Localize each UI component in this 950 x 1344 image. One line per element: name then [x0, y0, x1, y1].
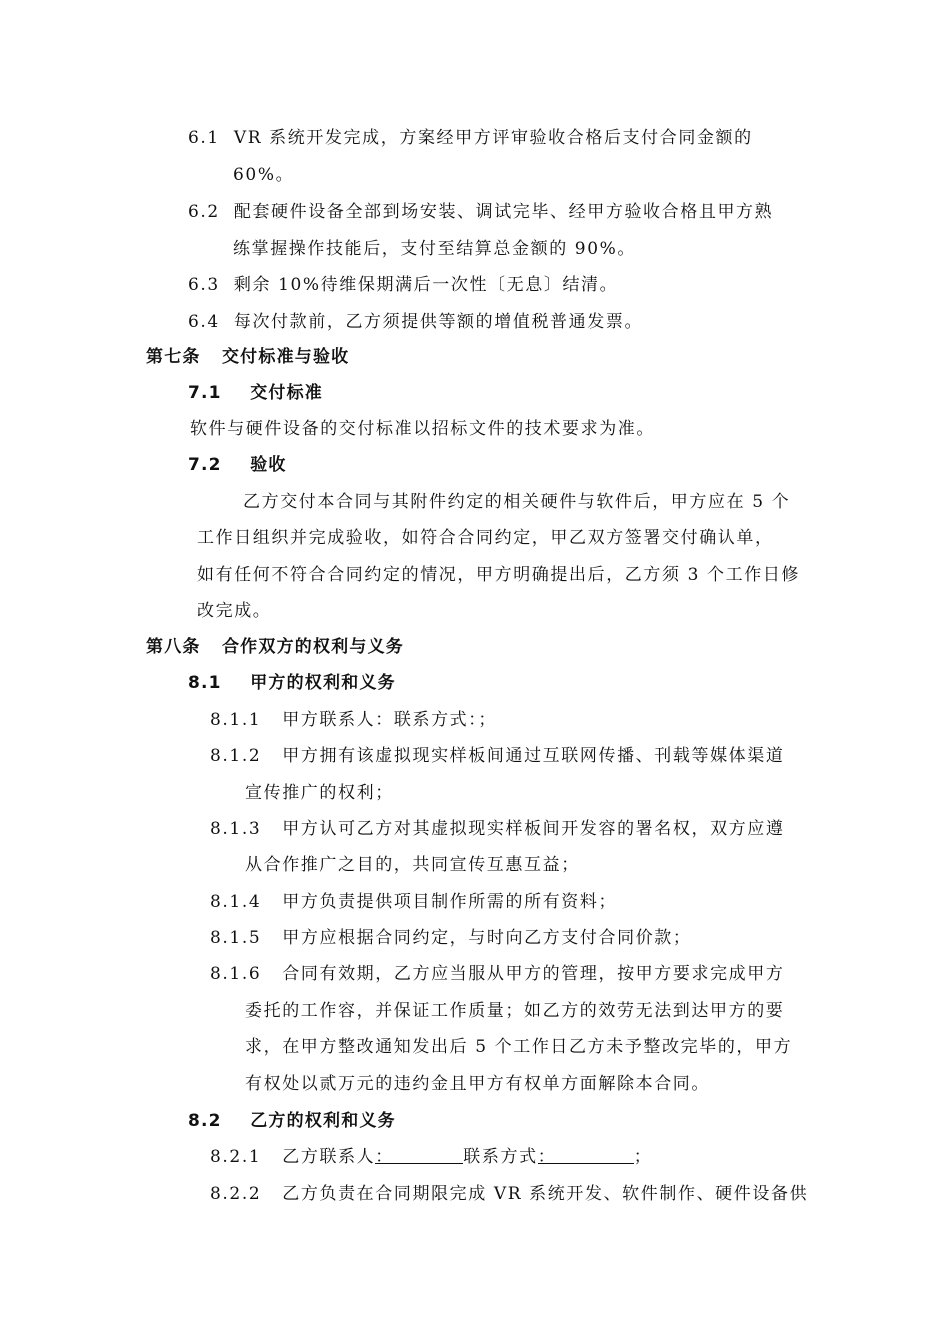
phone-label: 联系方式	[463, 1147, 538, 1167]
paragraph-text: 乙方交付本合同与其附件约定的相关硬件与软件后，甲方应在 5 个	[243, 492, 791, 512]
clause-6-3	[188, 274, 618, 296]
contact-blank: ：	[375, 1146, 463, 1164]
paragraph-text: 工作日组织并完成验收，如符合合同约定，甲乙双方签署交付确认单，	[197, 528, 774, 548]
item-8-1-1	[210, 709, 497, 731]
item-number: 8.1.6	[210, 964, 262, 984]
article-title: 合作双方的权利与义务	[221, 637, 404, 657]
paragraph-text: 如有任何不符合合同约定的情况，甲方明确提出后，乙方须 3 个工作日修	[197, 565, 801, 585]
section-7-2-line1	[243, 491, 790, 513]
phone-blank: ：	[538, 1146, 634, 1164]
section-number: 8.1	[188, 673, 222, 693]
section-7-2-line2	[197, 527, 774, 549]
item-8-2-2	[210, 1183, 808, 1205]
item-text: 合同有效期，乙方应当服从甲方的管理，按甲方要求完成甲方	[282, 964, 785, 984]
clause-text: 剩余 10%待维保期满后一次性〔无息〕结清。	[233, 275, 619, 295]
section-number: 7.2	[188, 455, 222, 475]
item-text: 甲方联系人：联系方式：；	[282, 710, 497, 730]
item-8-1-6-line1	[210, 963, 784, 985]
item-8-1-6-line4	[245, 1073, 710, 1095]
article-number: 第八条	[146, 637, 201, 657]
clause-number: 6.1	[188, 128, 220, 148]
paragraph-text: 改完成。	[197, 601, 272, 621]
clause-number: 6.2	[188, 202, 220, 222]
item-text: 甲方负责提供项目制作所需的所有资料；	[282, 892, 618, 912]
item-end: ；	[633, 1147, 653, 1167]
item-number: 8.1.2	[210, 746, 262, 766]
item-text: 甲方应根据合同约定，与时向乙方支付合同价款；	[282, 928, 692, 948]
item-text: 从合作推广之目的，共同宣传互惠互益；	[245, 855, 580, 875]
item-8-1-3-line2	[245, 854, 580, 876]
item-number: 8.1.4	[210, 892, 262, 912]
clause-6-2-line2	[233, 238, 636, 260]
clause-number: 6.3	[188, 275, 220, 295]
article-7-heading	[146, 346, 349, 368]
item-8-1-6-line3	[245, 1036, 792, 1058]
clause-6-1-line1	[188, 127, 753, 149]
clause-text: 练掌握操作技能后，支付至结算总金额的 90%。	[233, 239, 636, 259]
article-8-heading	[146, 636, 404, 658]
item-text: 委托的工作容，并保证工作质量；如乙方的效劳无法到达甲方的要	[245, 1001, 785, 1021]
section-7-1-heading	[188, 382, 323, 404]
item-8-1-6-line2	[245, 1000, 784, 1022]
paragraph-text: 软件与硬件设备的交付标准以招标文件的技术要求为准。	[190, 419, 655, 439]
clause-text: 配套硬件设备全部到场安装、调试完毕、经甲方验收合格且甲方熟	[233, 202, 774, 222]
section-7-2-heading	[188, 454, 287, 476]
item-text: 乙方负责在合同期限完成 VR 系统开发、软件制作、硬件设备供	[282, 1184, 809, 1204]
section-7-2-line4	[197, 600, 271, 622]
item-8-1-5	[210, 927, 691, 949]
clause-6-2-line1	[188, 201, 773, 223]
item-text: 宣传推广的权利；	[245, 783, 394, 803]
clause-text: 每次付款前，乙方须提供等额的增值税普通发票。	[233, 312, 644, 332]
section-number: 7.1	[188, 383, 222, 403]
article-title: 交付标准与验收	[221, 347, 350, 367]
item-8-1-2-line2	[245, 782, 394, 804]
item-number: 8.1.1	[210, 710, 262, 730]
item-number: 8.2.2	[210, 1184, 262, 1204]
clause-6-4	[188, 311, 643, 333]
section-number: 8.2	[188, 1111, 222, 1131]
section-7-2-line3	[197, 564, 800, 586]
contact-label: 乙方联系人	[282, 1147, 376, 1167]
item-text: 甲方拥有该虚拟现实样板间通过互联网传播、刊载等媒体渠道	[282, 746, 785, 766]
clause-text: VR 系统开发完成，方案经甲方评审验收合格后支付合同金额的	[233, 128, 753, 148]
item-text: 有权处以贰万元的违约金且甲方有权单方面解除本合同。	[245, 1074, 710, 1094]
item-8-1-2-line1	[210, 745, 784, 767]
section-8-2-heading	[188, 1110, 396, 1132]
section-title: 乙方的权利和义务	[250, 1111, 396, 1131]
section-title: 交付标准	[250, 383, 324, 403]
section-title: 甲方的权利和义务	[250, 673, 396, 693]
clause-text: 60%。	[233, 165, 295, 185]
clause-number: 6.4	[188, 312, 220, 332]
clause-6-1-line2	[233, 164, 294, 186]
article-number: 第七条	[146, 347, 201, 367]
section-title: 验收	[250, 455, 287, 475]
section-8-1-heading	[188, 672, 396, 694]
item-text: 求，在甲方整改通知发出后 5 个工作日乙方未予整改完毕的，甲方	[245, 1037, 793, 1057]
item-8-1-3-line1	[210, 818, 784, 840]
item-text: 甲方认可乙方对其虚拟现实样板间开发容的署名权，双方应遵	[282, 819, 785, 839]
item-number: 8.1.5	[210, 928, 262, 948]
item-8-1-4	[210, 891, 617, 913]
item-number: 8.2.1	[210, 1147, 262, 1167]
item-number: 8.1.3	[210, 819, 262, 839]
item-8-2-1	[210, 1146, 652, 1168]
section-7-1-text	[190, 418, 655, 440]
